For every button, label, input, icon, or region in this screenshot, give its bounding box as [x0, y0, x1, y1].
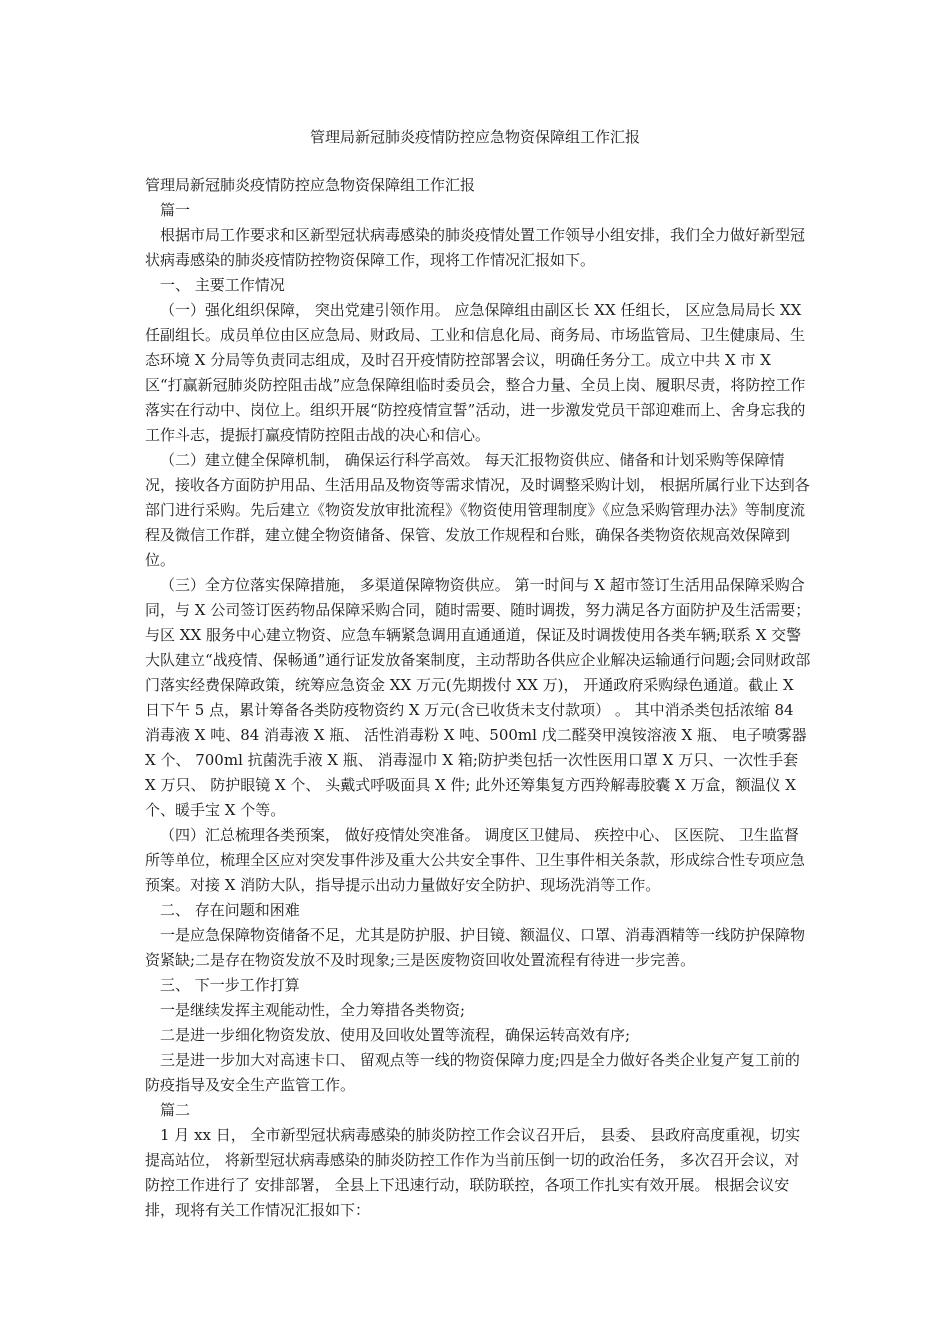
paragraph-next-1: 一是继续发挥主观能动性，全力筹措各类物资; — [160, 1001, 466, 1019]
section-heading-problems: 二、 存在问题和困难 — [160, 901, 300, 919]
section-heading-part-one: 篇一 — [160, 201, 191, 219]
paragraph-next-3: 三是进一步加大对高速卡口、 留观点等一线的物资保障力度;四是全力做好各类企业复产复工前的防疫指导及安全生产监管工作。 — [145, 1051, 800, 1094]
document-title: 管理局新冠肺炎疫情防控应急物资保障组工作汇报 — [309, 128, 640, 146]
paragraph-item-1: （一）强化组织保障， 突出党建引领作用。 应急保障组由副区长 XX 任组长， 区应急局局长 XX 任副组长。成员单位由区应急局、财政局、工业和信息化局、商务局、市场监管局、卫生健康局、生态环境 X 分局等负责同志组成，及时召开疫情防控部署会议，明确任务分工。成立中共 X 市 X 区“打赢新冠肺炎防控阻击战”应急保障组临时委员会，整合力量、全员上岗、履职尽责，将防控工作落实在行动中、岗位上。组织开展“防控疫情宣誓”活动，进一步激发党员干部迎难而上、舍身忘我的工作斗志，提振打赢疫情防控阻击战的决心和信心。 — [145, 301, 806, 444]
paragraph-problems: 一是应急保障物资储备不足，尤其是防护服、护目镜、额温仪、口罩、消毒酒精等一线防护保障物资紧缺;二是存在物资发放不及时现象;三是医废物资回收处置流程有待进一步完善。 — [145, 926, 806, 969]
document-subtitle: 管理局新冠肺炎疫情防控应急物资保障组工作汇报 — [145, 176, 476, 194]
paragraph-intro: 根据市局工作要求和区新型冠状病毒感染的肺炎疫情处置工作领导小组安排，我们全力做好新型冠状病毒感染的肺炎疫情防控物资保障工作，现将工作情况汇报如下。 — [145, 226, 806, 269]
paragraph-part-two: 1 月 xx 日， 全市新型冠状病毒感染的肺炎防控工作会议召开后， 县委、 县政府高度重视，切实提高站位， 将新型冠状病毒感染的肺炎防控工作作为当前压倒一切的政治任务， 多次召开会议，对防控工作进行了 安排部署， 全县上下迅速行动，联防联控，各项工作扎实有效开展。 根据会议安排，现将有关工作情况汇报如下： — [145, 1126, 801, 1219]
section-heading-part-two: 篇二 — [160, 1101, 191, 1119]
section-heading-main-work: 一、 主要工作情况 — [160, 276, 285, 294]
paragraph-item-2: （二）建立健全保障机制， 确保运行科学高效。 每天汇报物资供应、储备和计划采购等保障情况，接收各方面防护用品、生活用品及物资等需求情况，及时调整采购计划， 根据所属行业下达到各部门进行采购。先后建立《物资发放审批流程》《物资使用管理制度》《应急采购管理办法》等制度流程及微信工作群，建立健全物资储备、保管、发放工作规程和台账，确保各类物资依规高效保障到位。 — [145, 451, 810, 569]
section-heading-next-steps: 三、 下一步工作打算 — [160, 976, 300, 994]
document-body — [145, 173, 811, 1223]
paragraph-next-2: 二是进一步细化物资发放、使用及回收处置等流程，确保运转高效有序; — [160, 1026, 631, 1044]
paragraph-item-4: （四）汇总梳理各类预案， 做好疫情处突准备。 调度区卫健局、 疾控中心、 区医院、 卫生监督所等单位，梳理全区应对突发事件涉及重大公共安全事件、卫生事件相关条款，形成综合性专项应急预案。对接 X 消防大队，指导提示出动力量做好安全防护、现场洗消等工作。 — [145, 826, 806, 894]
paragraph-item-3: （三）全方位落实保障措施， 多渠道保障物资供应。 第一时间与 X 超市签订生活用品保障采购合同，与 X 公司签订医药物品保障采购合同，随时需要、随时调拨，努力满足各方面防护及生活需要；与区 XX 服务中心建立物资、应急车辆紧急调用直通通道，保证及时调拨使用各类车辆;联系 X 交警大队建立“战疫情、保畅通”通行证发放备案制度，主动帮助各供应企业解决运输通行问题;会同财政部门落实经费保障政策，统筹应急资金 XX 万元(先期拨付 XX 万)， 开通政府采购绿色通道。截止 X 日下午 5 点，累计筹备各类防疫物资约 X 万元(含已收货未支付款项） 。 其中消杀类包括浓缩 84 消毒液 X 吨、84 消毒液 X 瓶、 活性消毒粉 X 吨、500ml 戊二醛癸甲溴铵溶液 X 瓶、 电子喷雾器 X 个、 700ml 抗菌洗手液 X 瓶、 消毒湿巾 X 箱;防护类包括一次性医用口罩 X 万只、一次性手套 X 万只、 防护眼镜 X 个、 头戴式呼吸面具 X 件; 此外还筹集复方西羚解毒胶囊 X 万盒，额温仪 X 个、暖手宝 X 个等。 — [145, 576, 811, 819]
